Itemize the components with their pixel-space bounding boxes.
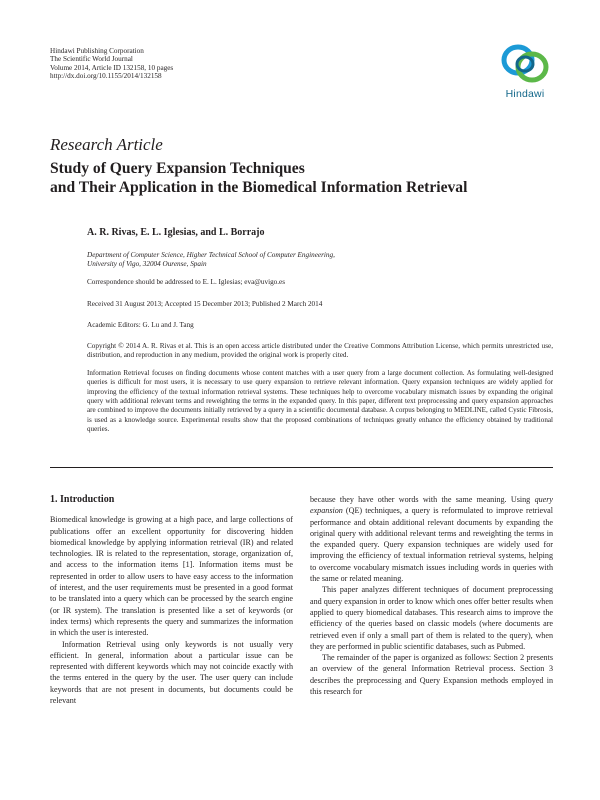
body-paragraph: This paper analyzes different techniques of document preprocessing and query expansion in order to know which ones offer better results when applied to query biomedical databases. This research aims to improve the efficiency of the queries based on classic models (where documents are retrieved even if only a small part of them is related to the query), when they are performed in public scientific databases, such as Pubmed. [310, 585, 553, 651]
article-title [50, 160, 570, 197]
affiliation-line: University of Vigo, 32004 Ourense, Spain [87, 260, 207, 269]
left-column [50, 494, 293, 706]
article-type: Research Article [50, 135, 163, 154]
correspondence: Correspondence should be addressed to E. L. Iglesias; eva@uvigo.es [87, 278, 286, 286]
section-divider [50, 467, 553, 468]
academic-editors: Academic Editors: G. Lu and J. Tang [87, 321, 194, 329]
body-paragraph: The remainder of the paper is organized as follows: Section 2 presents an overview of the general Information Retrieval process. Section 3 describes the preprocessing and Query Expansion methods employed in this research for [310, 653, 553, 697]
publisher-name: Hindawi Publishing Corporation [50, 47, 144, 55]
affiliation-line: Department of Computer Science, Higher Technical School of Computer Engineering, [87, 251, 335, 259]
author-list: A. R. Rivas, E. L. Iglesias, and L. Borrajo [87, 227, 265, 238]
hindawi-logo-icon [497, 42, 553, 88]
doi-link[interactable]: http://dx.doi.org/10.1155/2014/132158 [50, 72, 162, 81]
title-line: and Their Application in the Biomedical Information Retrieval [50, 178, 468, 196]
hindawi-logo [497, 42, 553, 106]
section-heading: 1. Introduction [50, 494, 115, 505]
body-paragraph [310, 494, 553, 584]
publication-dates: Received 31 August 2013; Accepted 15 December 2013; Published 2 March 2014 [87, 300, 323, 308]
copyright-notice: Copyright © 2014 A. R. Rivas et al. This is an open access article distributed under the Creative Commons Attribution License, which permits unrestricted use, distribution, and reproduction in any medium, provided the original work is properly cited. [87, 342, 553, 360]
body-paragraph: Information Retrieval using only keywords is not usually very efficient. In general, information about a particular issue can be represented with different keywords which may not coincide exactly with the terms entered in the query by the user. The user query can include keywords that are not present in documents, but documents could be relevant [50, 639, 293, 706]
right-column [310, 494, 553, 697]
emphasis-term: query expansion [310, 495, 553, 516]
journal-header [50, 47, 173, 81]
volume-info: Volume 2014, Article ID 132158, 10 pages [50, 63, 174, 72]
title-line: Study of Query Expansion Techniques [50, 160, 305, 177]
body-paragraph: Biomedical knowledge is growing at a high pace, and large collections of publications offer an excellent opportunity for discovering hidden biomedical knowledge by applying information retrieval (IR) and related technologies. IR is related to the representation, storage, organization of, and access to the information items [1]. Information items must be represented in order to allow users to have easy access to the information of interest, and the user requirements must be presented in a good format to be translated into a query which can be processed by the search engine (or IR system). The translation is presented like a set of keywords (or index terms) which represents the query and summarizes the information in which the user is interested. [50, 515, 293, 638]
journal-name: The Scientific World Journal [50, 55, 133, 64]
text-run: because they have other words with the same meaning. Using [310, 495, 535, 504]
affiliation [87, 251, 553, 270]
hindawi-logo-text: Hindawi [505, 88, 545, 100]
abstract: Information Retrieval focuses on finding documents whose content matches with a user query from a large document collection. As formulating well-designed queries is difficult for most users, it is necessary to use query expansion to retrieve relevant information. Query expansion techniques are widely applied for improving the efficiency of the textual information retrieval systems. These techniques help to overcome vocabulary mismatch issues by expanding the original query with additional relevant terms and reweighting the terms in the expanded query. In this paper, different text preprocessing and query expansion approaches are combined to improve the documents initially retrieved by a query in a scientific documental database. A corpus belonging to MEDLINE, called Cystic Fibrosis, is used as a knowledge source. Experimental results show that the proposed combinations of techniques greatly enhance the efficiency obtained by traditional queries. [87, 369, 553, 434]
text-run: (QE) techniques, a query is reformulated to improve retrieval performance and obtain additional relevant documents by expanding the original query with additional relevant terms and reweighting the terms in the expanded query. Query expansion techniques are widely used for improving the efficiency of textual information retrieval systems, helping to overcome vocabulary mismatch issues including words in queries with the same or related meaning. [310, 506, 553, 584]
